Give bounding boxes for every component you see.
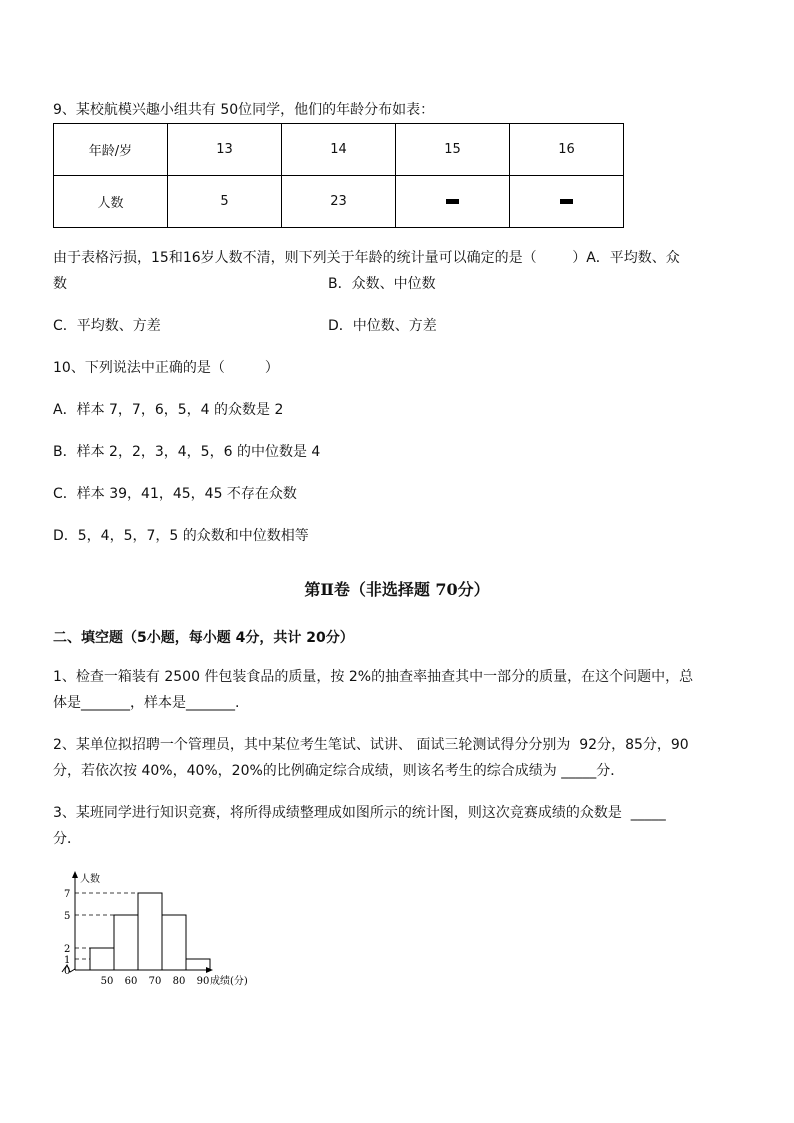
age-table xyxy=(53,123,624,228)
f3-line2: 分． xyxy=(53,831,81,847)
y-axis-label: 人数 xyxy=(80,874,100,885)
bar-60 xyxy=(114,915,138,970)
table-row xyxy=(54,124,624,176)
y-tick-label: 7 xyxy=(64,889,71,900)
age-16-cell: 16 xyxy=(510,124,624,176)
q9-stem: 9、某校航模兴趣小组共有 50位同学，他们的年龄分布如表： xyxy=(53,102,435,118)
q9-option-b: B．众数、中位数 xyxy=(328,276,436,292)
q9-text-line1: 由于表格污损，15和16岁人数不清，则下列关于年龄的统计量可以确定的是（ ）A．平均数、众 xyxy=(53,250,680,266)
q10-option-b: B．样本 2，2，3，4，5，6 的中位数是 4 xyxy=(53,444,321,460)
age-13-cell: 13 xyxy=(168,124,282,176)
chart-bars xyxy=(90,893,210,970)
age-header-cell: 年龄/岁 xyxy=(54,124,168,176)
q10-option-c: C．样本 39，41，45，45 不存在众数 xyxy=(53,486,297,502)
bar-70 xyxy=(138,893,162,970)
bar-80 xyxy=(162,915,186,970)
f2-line1: 2、某单位拟招聘一个管理员，其中某位考生笔试、试讲、 面试三轮测试得分分别为 92分，85分，90 xyxy=(53,737,689,753)
age-15-cell: 15 xyxy=(396,124,510,176)
count-14-cell: 23 xyxy=(282,176,396,228)
count-header-cell: 人数 xyxy=(54,176,168,228)
x-tick-label: 50 xyxy=(100,976,114,987)
y-tick-label: 2 xyxy=(64,944,71,955)
bar-50 xyxy=(90,948,114,970)
q9-option-c: C．平均数、方差 xyxy=(53,318,161,334)
y-tick-label: 1 xyxy=(64,955,71,966)
table-row xyxy=(54,176,624,228)
x-tick-label: 70 xyxy=(148,976,162,987)
part2-title: 第Ⅱ卷（非选择题 70分） xyxy=(304,580,490,599)
y-tick-label: 5 xyxy=(64,911,71,922)
q9-text-line2: 数 xyxy=(53,276,67,292)
section2-heading: 二、填空题（5小题，每小题 4分，共计 20分） xyxy=(53,630,354,646)
score-histogram xyxy=(50,868,270,993)
smudge-mark xyxy=(560,199,573,204)
q9-option-d: D．中位数、方差 xyxy=(328,318,437,334)
f3-line1: 3、某班同学进行知识竞赛，将所得成绩整理成如图所示的统计图，则这次竞赛成绩的众数是 _____ xyxy=(53,805,666,821)
y-axis-arrow xyxy=(72,871,78,878)
f2-line2: 分，若依次按 40%，40%，20%的比例确定综合成绩，则该名考生的综合成绩为 _____分． xyxy=(53,763,625,779)
q10-option-a: A．样本 7，7，6，5，4 的众数是 2 xyxy=(53,402,284,418)
age-14-cell: 14 xyxy=(282,124,396,176)
y-tick-label: 0 xyxy=(64,966,71,977)
f1-line1: 1、检查一箱装有 2500 件包装食品的质量，按 2%的抽查率抽查其中一部分的质量，在这个问题中，总 xyxy=(53,669,694,685)
x-axis-label: 成绩(分) xyxy=(210,976,248,987)
x-tick-label: 60 xyxy=(124,976,138,987)
count-13-cell: 5 xyxy=(168,176,282,228)
count-16-cell xyxy=(510,176,624,228)
q10-stem: 10、下列说法中正确的是（ ） xyxy=(53,360,279,376)
smudge-mark xyxy=(446,199,459,204)
f1-line2: 体是_______，样本是_______. xyxy=(53,695,240,711)
count-15-cell xyxy=(396,176,510,228)
q10-option-d: D．5，4，5，7，5 的众数和中位数相等 xyxy=(53,528,309,544)
x-tick-label: 90 xyxy=(196,976,210,987)
x-tick-label: 80 xyxy=(172,976,186,987)
